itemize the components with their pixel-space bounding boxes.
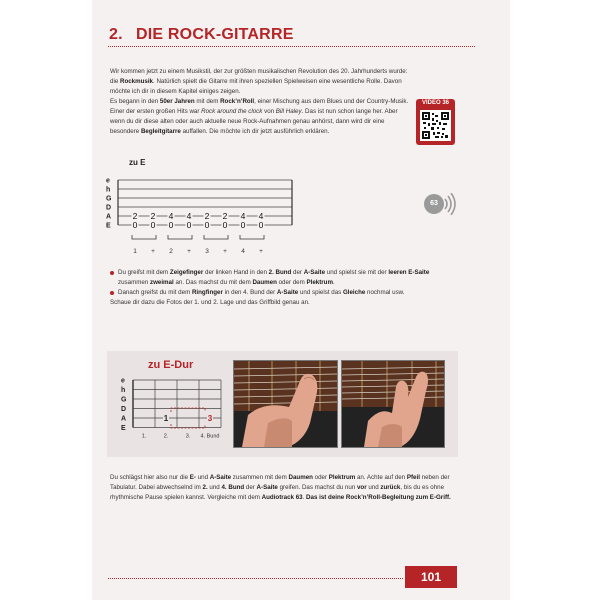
page-number: 101 <box>405 566 457 588</box>
tab-note-e: 0 <box>240 220 246 230</box>
count-label: 3 <box>205 248 209 255</box>
beat-bracket <box>168 235 192 239</box>
diagram-string-name: D <box>121 406 127 413</box>
diagram-fret-label: 1. <box>141 433 147 440</box>
footer-divider <box>108 578 403 579</box>
tab-note-e: 0 <box>168 220 174 230</box>
intro-paragraph-1: Wir kommen jetzt zu einem Musikstil, der zur größten musikalischen Revolution des 20. Jahrhunderts wurde: die Rockmusik. Natürlich spielt die Gitarre mit ihren speziellen Spielweisen eine wesentliche Rolle. Davon möchte ich dir in diesem Kapitel einiges zeigen. <box>110 68 408 95</box>
video-badge[interactable] <box>416 99 455 145</box>
intro-paragraph-2: Es begann in den 50er Jahren mit dem Rock’n’Roll, einer Mischung aus dem Blues und der Country-Musik. Einer der ersten großen Hits war Rock around the clock von Bill Haley. Das ist nun schon lange her. Aber wenn du dir diese alten oder auch aktuelle neue Rock-Aufnahmen genau anhörst, dann wird dir eine besondere Begleitgitarre auffallen. Die möchte ich dir jetzt ausführlich erklären. <box>110 98 409 135</box>
diagram-string-name: E <box>121 425 126 432</box>
tab-note-a: 2 <box>204 211 210 221</box>
diagram-string-name: e <box>121 377 125 385</box>
diagram-string-name: G <box>121 396 127 404</box>
count-label: + <box>151 248 155 255</box>
video-label: VIDEO 36 <box>421 100 449 106</box>
tablature-zu-e <box>104 172 304 264</box>
instruction-item: Du greifst mit dem Zeigefinger der linken Hand in den 2. Bund der A-Saite und spielst sie mit der leeren E-Saite zusammen zweimal an. Das machst du mit dem Daumen oder dem Plektrum. <box>110 268 455 288</box>
tab-note-e: 0 <box>186 220 192 230</box>
tab-string-name: G <box>106 195 112 203</box>
diagram-fret-label: 2. <box>163 433 169 440</box>
tab-note-a: 2 <box>222 211 228 221</box>
photo-hint: Schaue dir dazu die Fotos der 1. und 2. Lage und das Griffbild genau an. <box>110 299 310 306</box>
audio-track-number: 63 <box>424 194 444 214</box>
intro-text <box>110 67 410 137</box>
tab-string-name: A <box>106 213 112 221</box>
beat-bracket <box>132 235 156 239</box>
tab-note-e: 0 <box>204 220 210 230</box>
tab-note-a: 4 <box>186 211 192 221</box>
count-label: + <box>187 248 191 255</box>
tab-note-e: 0 <box>150 220 156 230</box>
instruction-list <box>110 268 455 298</box>
box-title: zu E-Dur <box>148 359 194 371</box>
count-label: + <box>259 248 263 255</box>
chapter-title: DIE ROCK-GITARRE <box>136 26 294 43</box>
finger-1-marker: 1 <box>163 414 169 423</box>
count-label: 4 <box>241 248 245 255</box>
heading-divider <box>108 46 475 47</box>
chapter-number: 2. <box>109 26 123 43</box>
photo-second-position <box>341 360 445 448</box>
tab-note-e: 0 <box>258 220 264 230</box>
closing-text: Du schlägst hier also nur die E- und A-Saite zusammen mit dem Daumen oder Plektrum an. Achte auf den Pfeil neben der Tabulatur. Dabei abwechselnd im 2. und 4. Bund der A-Saite greifen. Das machst du nun vor und zurück, bis du es ohne rhythmische Pause spielen kannst. Vergleiche mit dem Audiotrack 63. Das ist deine Rock’n’Roll-Begleitung zum E-Griff. <box>110 474 451 501</box>
beat-bracket <box>204 235 228 239</box>
tab-note-e: 0 <box>132 220 138 230</box>
diagram-fret-label: 3. <box>185 433 191 440</box>
diagram-string-name: h <box>121 387 126 394</box>
audio-track-icon[interactable] <box>424 190 458 218</box>
tab-note-a: 2 <box>150 211 156 221</box>
tab1-label: zu E <box>129 158 146 167</box>
instructions <box>110 268 455 308</box>
fretboard-diagram <box>120 374 230 450</box>
finger-3-marker: 3 <box>207 414 213 423</box>
tab-note-a: 4 <box>258 211 264 221</box>
tab-string-name: E <box>106 222 111 230</box>
qr-code-icon <box>420 110 451 141</box>
instruction-item: Danach greifst du mit dem Ringfinger in den 4. Bund der A-Saite und spielst das Gleiche nochmal usw. <box>110 288 455 298</box>
photo-first-position <box>233 360 338 448</box>
tab-note-e: 0 <box>222 220 228 230</box>
tab-note-a: 4 <box>240 211 246 221</box>
diagram-string-name: A <box>121 415 127 423</box>
chapter-heading <box>109 26 294 44</box>
count-label: 2 <box>169 248 173 255</box>
beat-bracket <box>240 235 264 239</box>
tab-string-name: e <box>106 177 110 185</box>
count-label: 1 <box>133 248 137 255</box>
tab-string-name: h <box>106 186 111 194</box>
count-label: + <box>223 248 227 255</box>
diagram-fret-label: 4. Bund <box>200 433 220 440</box>
sound-waves-icon <box>442 193 458 215</box>
tab-note-a: 2 <box>132 211 138 221</box>
tab-note-a: 4 <box>168 211 174 221</box>
tab-string-name: D <box>106 204 112 212</box>
